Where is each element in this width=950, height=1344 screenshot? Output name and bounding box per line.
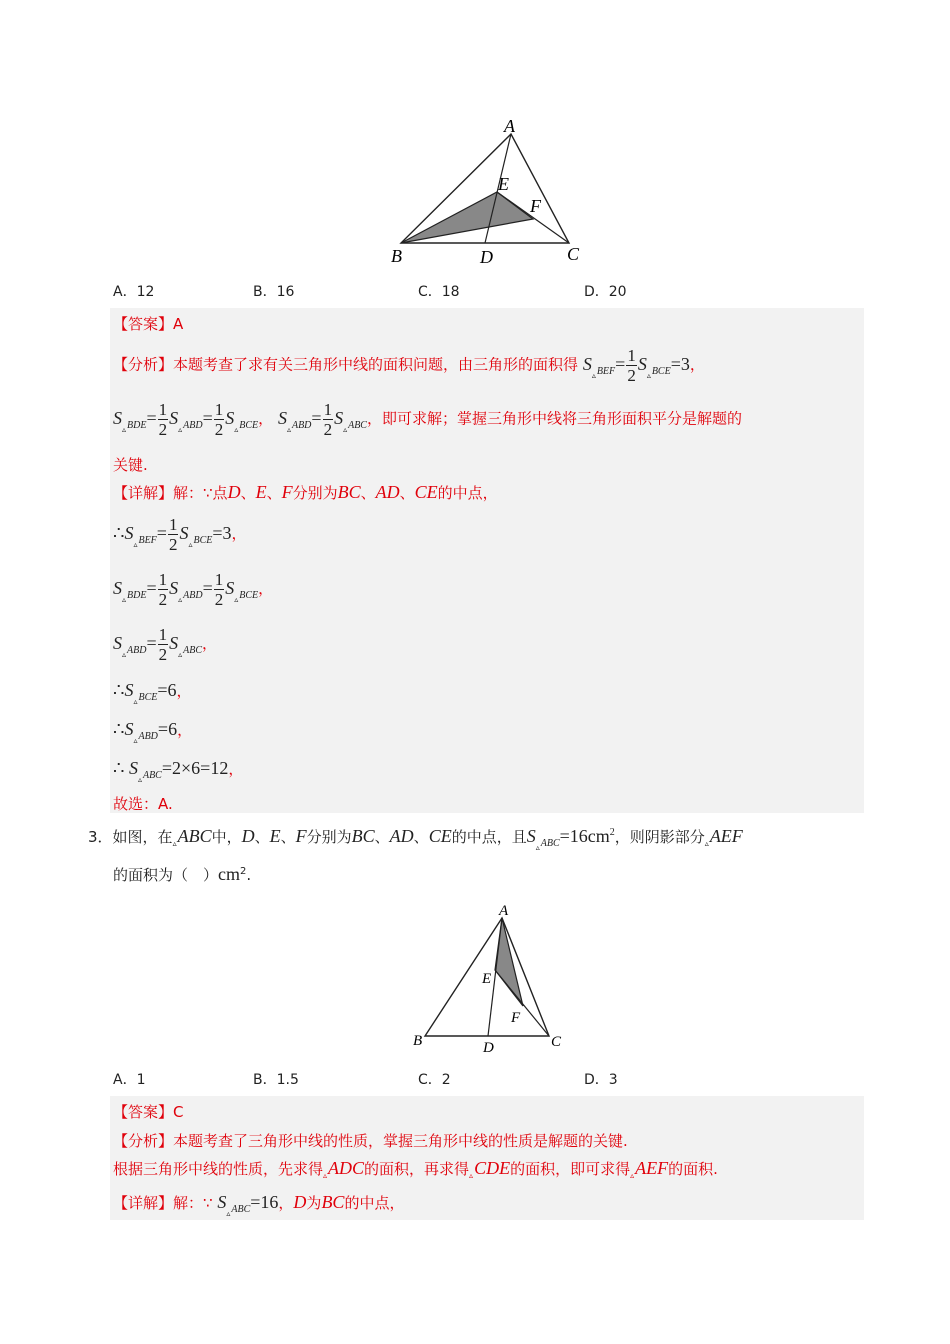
q2-label-f: F (530, 196, 541, 216)
q2-label-d: D (480, 247, 493, 267)
q3-label-c: C (551, 1034, 562, 1050)
q3-option-b: B．1.5 (253, 1072, 299, 1088)
q2-step-1: $\therefore S_{_▵BEF}=$ $\frac{1}{2}$ $S_{_▵BCE}=3$， (113, 515, 247, 554)
q2-solution-box (110, 308, 864, 813)
q2-step-3: $S_{_▵ABD}=$ $\frac{1}{2}$ $S_{_▵ABC}$， (113, 625, 218, 664)
q3-label-d: D (483, 1040, 494, 1056)
q2-analysis-line-2: $S_{_▵BDE}=$ $\frac{1}{2}$ $S_{_▵ABD}=$ $\frac{1}{2}$ $S_{_▵BCE}$， $S_{_▵ABD}=$ $\frac{1}{2}$ $S_{_▵ABC}$，即可求解；掌握三角形中线将三角形面积平分是解题的 (113, 400, 742, 439)
q2-conclusion: 故选：A. (113, 795, 173, 813)
q2-shaded-triangle-bef (401, 192, 533, 243)
q3-solution-box (110, 1096, 864, 1220)
q3-analysis-line: 【分析】本题考查了三角形中线的性质，掌握三角形中线的性质是解题的关键. (113, 1132, 628, 1150)
q2-step-5: $\therefore S_{_▵ABD}=6$， (113, 719, 193, 745)
q3-label-f: F (511, 1010, 521, 1026)
q3-stem-line-1: 3．如图，在$_▵$ABC中，D、E、F分别为BC、AD、CE的中点，且$S_{_▵ABC}=16cm^2$，则阴影部分$_▵$AEF (88, 826, 743, 852)
q2-option-c: C．18 (418, 284, 460, 300)
q3-stem-line-2: 的面积为（ ）$cm^2$. (113, 864, 252, 884)
q2-analysis-line-3: 关键. (113, 456, 148, 474)
q2-analysis-line: 【分析】本题考查了求有关三角形中线的面积问题，由三角形的面积得 $S_{_▵BEF}=$ $\frac{1}{2}$ $S_{_▵BCE}=3$， (113, 346, 705, 385)
answer-value: A (173, 315, 184, 333)
q2-label-a: A (504, 116, 515, 136)
q2-option-b: B．16 (253, 284, 295, 300)
q3-detail-line: 【详解】解：∵ $S_{_▵ABC}=16$，D为BC的中点， (113, 1192, 405, 1218)
q3-option-c: C．2 (418, 1072, 451, 1088)
q2-label-c: C (567, 244, 580, 264)
q3-label-b: B (413, 1033, 423, 1049)
q3-answer-line: 【答案】C (113, 1103, 184, 1121)
q2-triangle-figure (385, 112, 595, 272)
q2-step-2: $S_{_▵BDE}=$ $\frac{1}{2}$ $S_{_▵ABD}=$ $\frac{1}{2}$ $S_{_▵BCE}$， (113, 570, 274, 609)
q3-triangle-figure (405, 900, 575, 1058)
q2-answer-line (113, 313, 183, 334)
q3-analysis-line-2: 根据三角形中线的性质，先求得$_▵$ADC的面积，再求得$_▵$CDE的面积，即可求得$_▵$AEF的面积. (113, 1158, 718, 1180)
q2-label-b: B (391, 246, 402, 266)
q3-option-a: A．1 (113, 1072, 146, 1088)
q3-label-a: A (499, 903, 509, 919)
q2-label-e: E (498, 174, 509, 194)
q3-label-e: E (482, 971, 492, 987)
answer-tag: 【答案】 (113, 315, 174, 333)
q3-option-d: D．3 (584, 1072, 618, 1088)
q2-option-d: D．20 (584, 284, 627, 300)
q2-step-6: ∴ $S_{_▵ABC}=2\times 6=12$， (113, 758, 244, 784)
q2-detail-line: 【详解】解：∵点D、E、F分别为BC、AD、CE的中点， (113, 482, 498, 502)
q2-option-a: A．12 (113, 284, 155, 300)
q3-segment-ce (495, 970, 549, 1036)
q2-step-4: $\therefore S_{_▵BCE}=6$， (113, 680, 192, 706)
